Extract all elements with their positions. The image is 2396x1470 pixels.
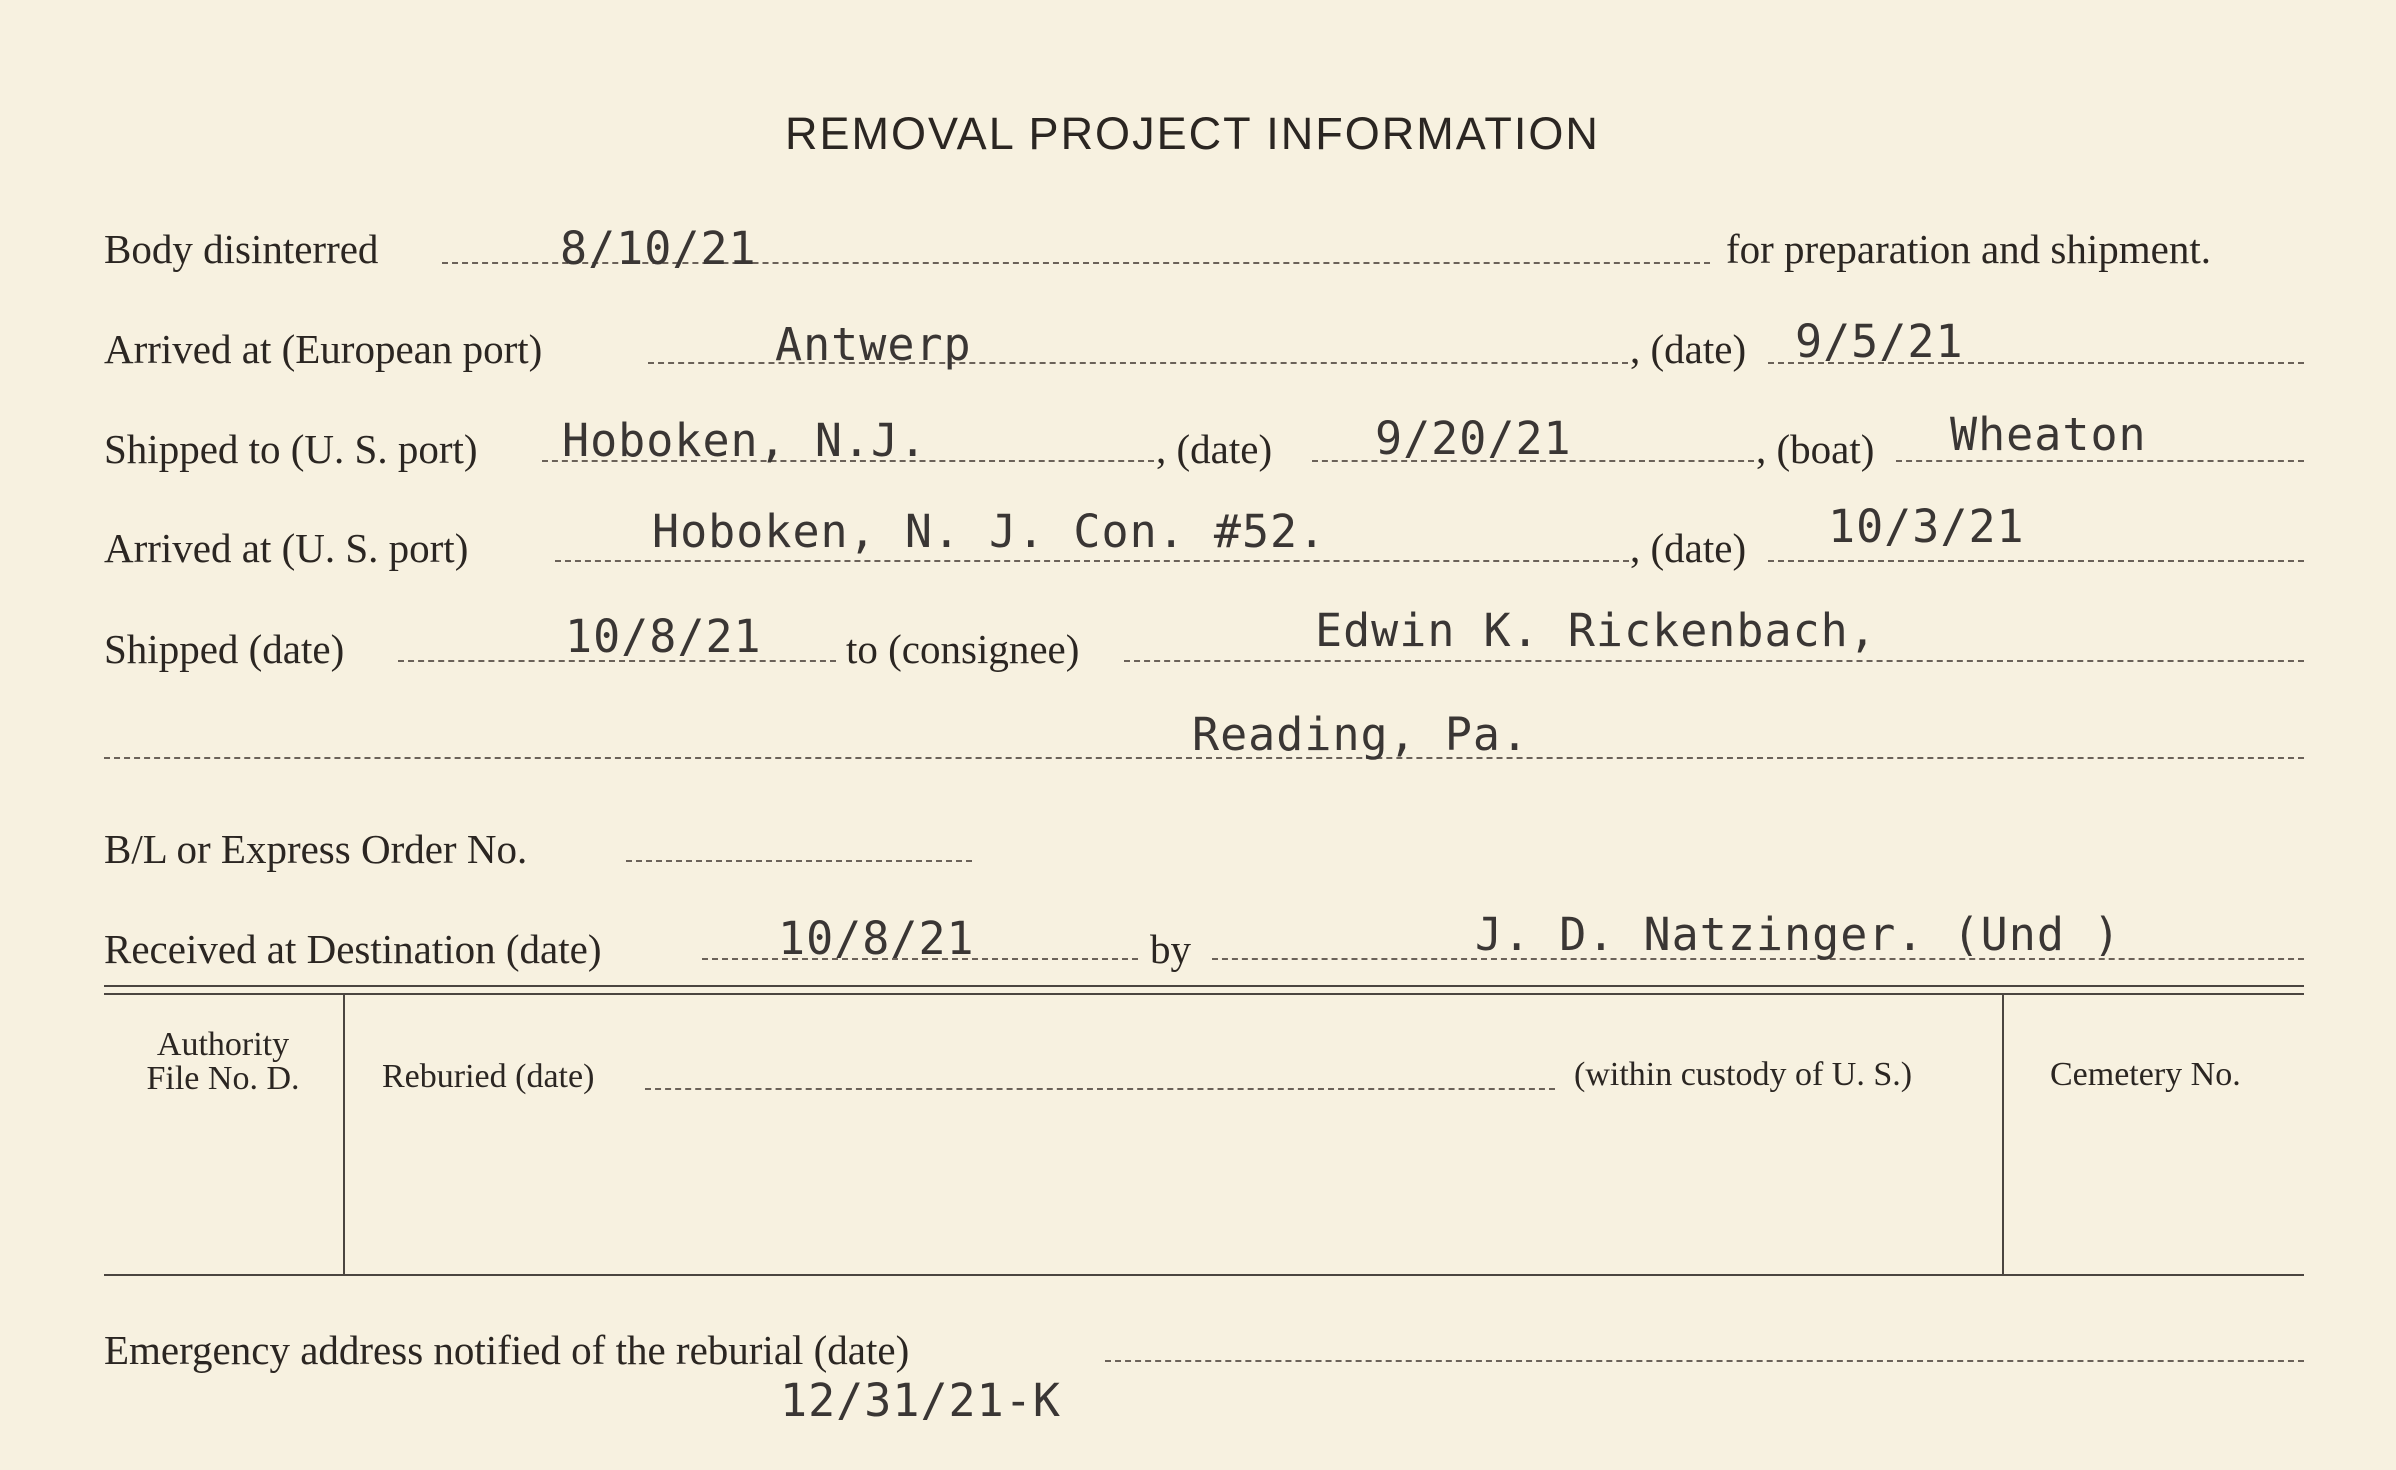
table-divider-right bbox=[2002, 995, 2004, 1274]
consignee-line bbox=[1124, 660, 2304, 662]
arrived-us-date-line bbox=[1768, 560, 2304, 562]
received-by-label: by bbox=[1150, 926, 1191, 972]
received-date-value: 10/8/21 bbox=[778, 912, 975, 965]
shipped-date-value: 10/8/21 bbox=[565, 610, 762, 663]
arrived-europe-date-value: 9/5/21 bbox=[1795, 315, 1964, 368]
authority-label: Authority bbox=[156, 1026, 290, 1063]
arrived-us-label: Arrived at (U. S. port) bbox=[104, 525, 469, 571]
disinterred-label: Body disinterred bbox=[104, 226, 379, 272]
arrived-europe-value: Antwerp bbox=[775, 318, 972, 371]
emergency-line bbox=[1105, 1360, 2304, 1362]
consignee-label: to (consignee) bbox=[846, 626, 1080, 672]
emergency-date-value: 12/31/21-K bbox=[780, 1374, 1061, 1427]
arrived-us-line bbox=[555, 560, 1629, 562]
arrived-europe-label: Arrived at (European port) bbox=[104, 326, 543, 372]
shipped-us-date-label: , (date) bbox=[1156, 426, 1273, 472]
table-top-rule bbox=[104, 985, 2304, 987]
arrived-us-value: Hoboken, N. J. Con. #52. bbox=[652, 505, 1327, 558]
received-by-value: J. D. Natzinger. (Und ) bbox=[1475, 908, 2122, 961]
page-title: REMOVAL PROJECT INFORMATION bbox=[785, 108, 1600, 159]
emergency-label: Emergency address notified of the reburial (date) bbox=[104, 1327, 910, 1373]
bl-order-line bbox=[626, 860, 972, 862]
table-top-rule-2 bbox=[104, 993, 2304, 995]
consignee-value: Edwin K. Rickenbach, bbox=[1315, 604, 1877, 657]
shipped-us-label: Shipped to (U. S. port) bbox=[104, 426, 478, 472]
shipped-label: Shipped (date) bbox=[104, 626, 345, 672]
bl-order-label: B/L or Express Order No. bbox=[104, 826, 528, 872]
shipped-us-value: Hoboken, N.J. bbox=[562, 414, 928, 467]
shipped-us-boat-label: , (boat) bbox=[1756, 426, 1875, 472]
arrived-us-date-value: 10/3/21 bbox=[1828, 500, 2025, 553]
shipped-us-date-value: 9/20/21 bbox=[1375, 412, 1572, 465]
table-bottom-rule bbox=[104, 1274, 2304, 1276]
arrived-europe-date-label: , (date) bbox=[1630, 326, 1747, 372]
disinterred-value: 8/10/21 bbox=[560, 222, 757, 275]
table-divider-left bbox=[343, 995, 345, 1274]
arrived-us-date-label: , (date) bbox=[1630, 525, 1747, 571]
cemetery-no-label: Cemetery No. bbox=[2050, 1056, 2241, 1093]
custody-label: (within custody of U. S.) bbox=[1574, 1056, 1913, 1093]
disinterred-suffix: for preparation and shipment. bbox=[1726, 226, 2212, 272]
reburied-label: Reburied (date) bbox=[382, 1058, 595, 1095]
shipped-us-boat-value: Wheaton bbox=[1950, 408, 2147, 461]
received-label: Received at Destination (date) bbox=[104, 926, 602, 972]
authority-file-label: File No. D. bbox=[146, 1060, 300, 1097]
consignee-value-2: Reading, Pa. bbox=[1192, 708, 1530, 761]
reburied-line bbox=[645, 1088, 1555, 1090]
